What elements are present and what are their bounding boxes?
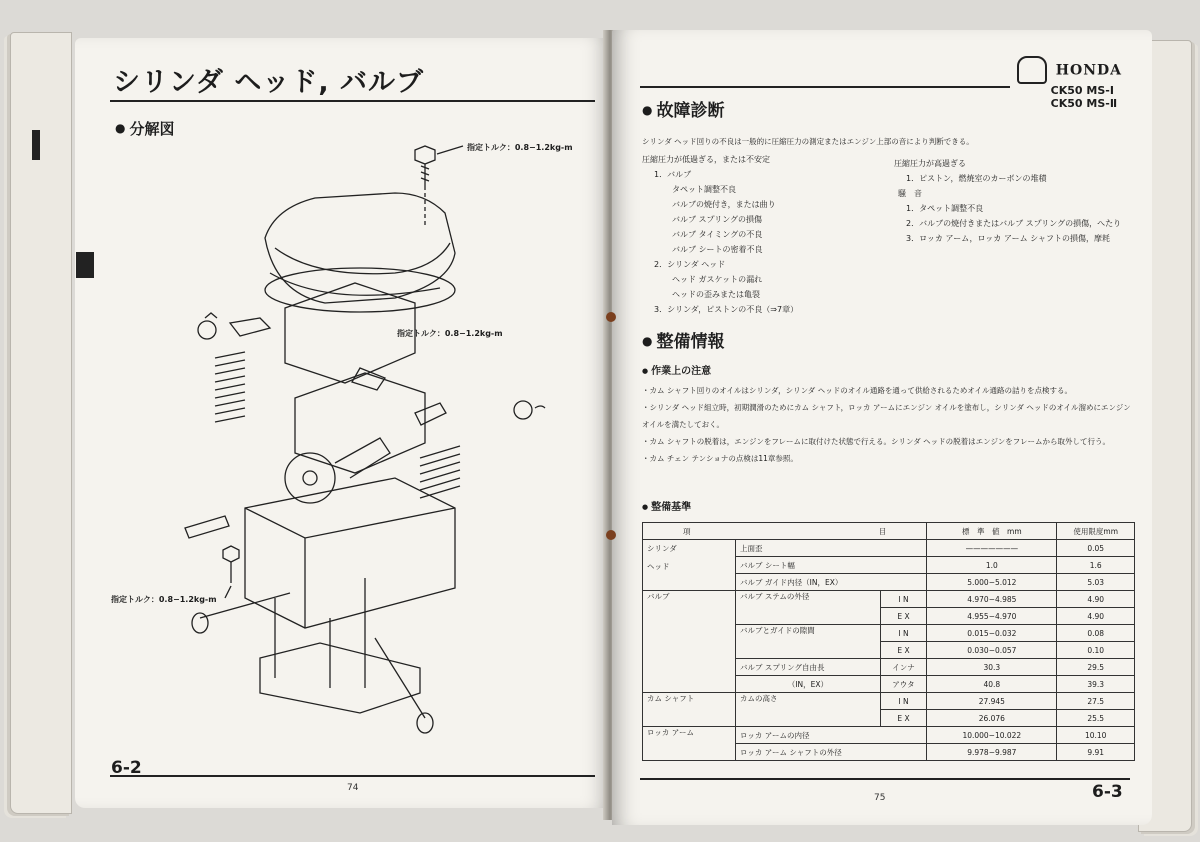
table-row <box>643 693 1135 710</box>
group-cylinder-head <box>643 540 736 591</box>
cell-limit: 29.5 <box>1057 659 1135 676</box>
cell-limit: 4.90 <box>1057 608 1135 625</box>
header-item-target <box>643 523 927 540</box>
cell-limit: 25.5 <box>1057 710 1135 727</box>
cell-sub: E X <box>880 710 927 727</box>
footer-rule-right <box>640 778 1130 780</box>
binding-hole <box>606 530 616 540</box>
list-item: バルブ シートの密着不良 <box>672 245 763 254</box>
section-tab-mark <box>76 252 94 278</box>
cell-item: （IN，EX） <box>736 676 881 693</box>
table-header-row <box>643 523 1135 540</box>
group-label: ヘッド <box>647 562 670 571</box>
header-standard: 標 準 値 mm <box>927 523 1057 540</box>
left-page <box>75 38 610 808</box>
model-line-2: CK50 MS-Ⅱ <box>1050 97 1118 110</box>
cylinder-head-icon <box>245 283 455 628</box>
exploded-diagram <box>75 38 610 808</box>
group-rocker-arm: ロッカ アーム <box>643 727 736 761</box>
list-item: タペット調整不良 <box>672 185 736 194</box>
cell-std: ——————— <box>927 540 1057 557</box>
cell-sub: E X <box>880 608 927 625</box>
cell-limit: 27.5 <box>1057 693 1135 710</box>
section-service-info: ● 整備情報 <box>642 327 724 352</box>
torque-label-bottom: 指定トルク：0.8−1.2kg-m <box>111 595 217 604</box>
group-label: シリンダ <box>647 544 677 553</box>
table-row <box>643 540 1135 557</box>
header-limit: 使用限度mm <box>1057 523 1135 540</box>
header-target: 目 <box>878 527 887 536</box>
clip-icon <box>535 406 545 408</box>
cell-sub: インナ <box>880 659 927 676</box>
list-item: 3．シリンダ，ピストンの不良（⇒7章） <box>654 305 799 314</box>
torque-label-top: 指定トルク：0.8−1.2kg-m <box>467 143 573 152</box>
page-label-right: 6-3 <box>1092 782 1123 802</box>
cell-std: 0.030−0.057 <box>927 642 1057 659</box>
group-camshaft: カム シャフト <box>643 693 736 727</box>
cell-limit: 0.10 <box>1057 642 1135 659</box>
cell-std: 27.945 <box>927 693 1057 710</box>
rocker-arm-icon <box>198 318 446 425</box>
cell-std: 5.000−5.012 <box>927 574 1057 591</box>
note-item: ・ カム チェン テンショナの点検は11章参照。 <box>642 450 1137 467</box>
list-item: 1．タペット調整不良 <box>906 204 984 213</box>
page-title: シリンダ ヘッド, バルブ <box>113 67 424 98</box>
cell-sub: アウタ <box>880 676 927 693</box>
cell-sub: E X <box>880 642 927 659</box>
binding-hole <box>606 312 616 322</box>
cell-item: バルブ スプリング自由長 <box>736 659 881 676</box>
cell-std: 0.015−0.032 <box>927 625 1057 642</box>
cell-limit: 5.03 <box>1057 574 1135 591</box>
cell-limit: 1.6 <box>1057 557 1135 574</box>
brand-name: HONDA <box>1055 62 1122 79</box>
cell-item: バルブ ガイド内径（IN，EX） <box>736 574 927 591</box>
cell-std: 40.8 <box>927 676 1057 693</box>
o-ring-icon <box>514 401 532 419</box>
work-notes <box>642 382 1137 467</box>
cam-sprocket-icon <box>285 438 390 503</box>
list-item: バルブ スプリングの損傷 <box>672 215 763 224</box>
cell-std: 10.000−10.022 <box>927 727 1057 744</box>
cell-item: バルブとガイドの隙間 <box>736 625 881 659</box>
valve-spring-icon <box>215 352 460 498</box>
side-bolt-icon <box>223 546 239 598</box>
cell-sub: I N <box>880 693 927 710</box>
cell-sub: I N <box>880 591 927 608</box>
folio-right: 75 <box>874 793 886 803</box>
fault-list-high <box>894 156 1146 246</box>
group-valve: バルブ <box>643 591 736 693</box>
valve-icon <box>192 593 433 733</box>
bolt-icon <box>415 146 463 186</box>
folio-left: 74 <box>347 783 359 793</box>
cell-std: 30.3 <box>927 659 1057 676</box>
valve-cover-icon <box>265 186 455 312</box>
cell-limit: 10.10 <box>1057 727 1135 744</box>
torque-label-mid: 指定トルク：0.8−1.2kg-m <box>397 329 503 338</box>
footer-rule-left <box>110 775 595 777</box>
subsection-service-standards: ● 整備基準 <box>642 498 691 513</box>
subsection-work-notes: ● 作業上の注意 <box>642 362 711 377</box>
table-row <box>643 591 1135 608</box>
list-item: 3．ロッカ アーム，ロッカ アーム シャフトの損傷，摩耗 <box>906 234 1110 243</box>
cell-std: 26.076 <box>927 710 1057 727</box>
edge-tab-mark <box>32 130 40 160</box>
list-item: 2．バルブの焼付きまたはバルブ スプリングの損傷，へたり <box>906 219 1122 228</box>
cell-sub: I N <box>880 625 927 642</box>
list-item: 圧縮圧力が高過ぎる <box>894 159 966 168</box>
cell-item: ロッカ アームの内径 <box>736 727 927 744</box>
cell-item: ロッカ アーム シャフトの外径 <box>736 744 927 761</box>
intro-text: シリンダ ヘッド回りの不良は一般的に圧縮圧力の測定またはエンジン上部の音により判断できる。 <box>642 137 974 146</box>
list-item: 圧縮圧力が低過ぎる，または不安定 <box>642 155 770 164</box>
list-item: 1．バルブ <box>654 170 692 179</box>
fault-list-low <box>642 152 798 317</box>
list-item: バルブ タイミングの不良 <box>672 230 763 239</box>
list-item: 2．シリンダ ヘッド <box>654 260 726 269</box>
header-item: 項 <box>683 527 691 536</box>
cell-std: 1.0 <box>927 557 1057 574</box>
cell-limit: 39.3 <box>1057 676 1135 693</box>
table-row <box>643 727 1135 744</box>
cell-limit: 0.05 <box>1057 540 1135 557</box>
list-item: 騒 音 <box>898 189 922 198</box>
section-troubleshooting: ● 故障診断 <box>642 96 724 121</box>
list-item: ヘッド ガスケットの漏れ <box>672 275 763 284</box>
model-line-1: CK50 MS-Ⅰ <box>1050 84 1114 97</box>
cell-item: バルブ シート幅 <box>736 557 927 574</box>
cell-std: 9.978−9.987 <box>927 744 1057 761</box>
list-item: ヘッドの歪みまたは亀裂 <box>672 290 760 299</box>
note-item: ・ カム シャフトの脱着は，エンジンをフレームに取付けた状態で行える。シリンダ ヘッドの脱着はエンジンをフレームから取外して行う。 <box>642 433 1137 450</box>
note-item: ・ カム シャフト回りのオイルはシリンダ，シリンダ ヘッドのオイル通路を通って供給されるためオイル通路の詰りを点検する。 <box>642 382 1137 399</box>
cell-item: バルブ ステムの外径 <box>736 591 881 625</box>
cylinder-block-icon <box>260 578 420 713</box>
note-item: ・ シリンダ ヘッド組立時，初期潤滑のためにカム シャフト，ロッカ アームにエンジン オイルを塗布し，シリンダ ヘッドのオイル溜めにエンジン オイルを満たしておく。 <box>642 399 1137 433</box>
header-rule <box>640 86 1010 88</box>
right-page <box>612 30 1152 825</box>
list-item: 1．ピストン，燃焼室のカーボンの堆積 <box>906 174 1047 183</box>
cell-std: 4.955−4.970 <box>927 608 1057 625</box>
cell-item: カムの高さ <box>736 693 881 727</box>
page-label-left: 6-2 <box>111 758 142 778</box>
wing-logo-icon <box>1017 56 1047 84</box>
service-standards-table <box>642 522 1135 761</box>
honda-logo <box>1017 56 1122 110</box>
list-item: バルブの焼付き，または曲り <box>672 200 776 209</box>
cell-limit: 9.91 <box>1057 744 1135 761</box>
cell-std: 4.970−4.985 <box>927 591 1057 608</box>
section-exploded-view: ● 分解図 <box>115 118 175 139</box>
cell-item: 上面歪 <box>736 540 927 557</box>
cell-limit: 4.90 <box>1057 591 1135 608</box>
left-page-stack <box>10 32 72 814</box>
dowel-pin-icon <box>185 516 229 538</box>
cotter-icon <box>205 313 217 318</box>
cell-limit: 0.08 <box>1057 625 1135 642</box>
